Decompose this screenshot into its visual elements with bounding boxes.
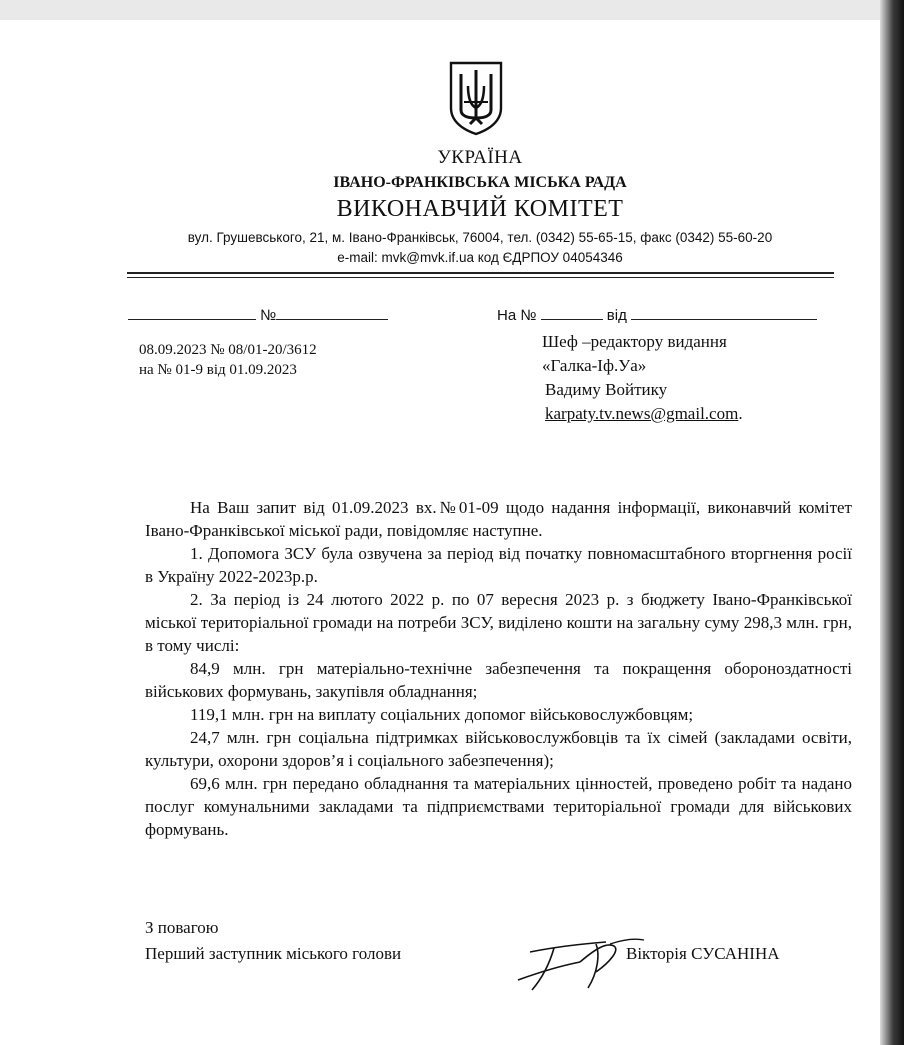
- registration-line-2: на № 01-9 від 01.09.2023: [139, 362, 297, 378]
- header-contacts: e-mail: mvk@mvk.if.ua код ЄДРПОУ 04054346: [337, 250, 623, 265]
- viewer-top-bar: [0, 0, 904, 20]
- reply-reference-field: [497, 305, 817, 324]
- addressee-email[interactable]: karpaty.tv.news@gmail.com: [545, 404, 739, 423]
- header-council: ІВАНО-ФРАНКІВСЬКА МІСЬКА РАДА: [333, 174, 627, 191]
- reply-number-label: На №: [497, 307, 537, 324]
- body-subitem-4: 69,6 млн. грн передано обладнання та матеріальних цінностей, проведено робіт та надано послуг комунальними закладами та підприємствами територіальної громади для військових формувань.: [145, 774, 852, 839]
- body-intro: На Ваш запит від 01.09.2023 вх.№01-09 щодо надання інформації, виконавчий комітет Івано-Франківської міської ради, повідомляє наступне.: [145, 498, 852, 540]
- registration-line-1: 08.09.2023 № 08/01-20/3612: [139, 342, 317, 358]
- signature-closing: З повагою: [145, 918, 219, 937]
- signature-name: Вікторія СУСАНІНА: [626, 944, 780, 963]
- body-subitem-3: 24,7 млн. грн соціальна підтримках військовослужбовців та їх сімей (закладами освіти, культури, охорони здоров’я і соціального забезпечення);: [145, 728, 852, 770]
- addressee-email-line: [545, 404, 743, 424]
- header-divider-thick: [127, 272, 834, 274]
- signature-position: Перший заступник міського голови: [145, 944, 402, 963]
- addressee-position: Шеф –редактору видання: [542, 332, 727, 351]
- header-committee: ВИКОНАВЧИЙ КОМІТЕТ: [336, 196, 624, 222]
- header-address: вул. Грушевського, 21, м. Івано-Франківськ, 76004, тел. (0342) 55-65-15, факс (0342) 55-60-20: [187, 230, 773, 245]
- letter-body: [145, 496, 852, 841]
- document-page: [0, 20, 880, 1045]
- trident-coat-of-arms-icon: [448, 60, 504, 136]
- body-subitem-2: 119,1 млн. грн на виплату соціальних допомог військовослужбовцям;: [190, 705, 694, 724]
- body-subitem-1: 84,9 млн. грн матеріально-технічне забезпечення та покращення обороноздатності військових формувань, закупівля обладнання;: [145, 659, 852, 701]
- addressee-email-suffix: .: [738, 404, 743, 423]
- body-item-1: 1. Допомога ЗСУ була озвучена за період від початку повномасштабного вторгнення росії в Україну 2022-2023р.р.: [145, 544, 852, 586]
- reply-date-label: від: [606, 307, 627, 324]
- header-divider-thin: [127, 277, 834, 278]
- header-country: УКРАЇНА: [437, 147, 523, 168]
- number-label: №: [260, 307, 277, 324]
- addressee-name: Вадиму Войтику: [545, 380, 668, 399]
- addressee-publication: «Галка-Іф.Уа»: [542, 356, 647, 375]
- body-item-2: 2. За період із 24 лютого 2022 р. по 07 вересня 2023 р. з бюджету Івано-Франківської міської територіальної громади на потреби ЗСУ, виділено кошти на загальну суму 298,3 млн. грн, в тому числі:: [145, 590, 852, 655]
- outgoing-number-field: [128, 305, 388, 324]
